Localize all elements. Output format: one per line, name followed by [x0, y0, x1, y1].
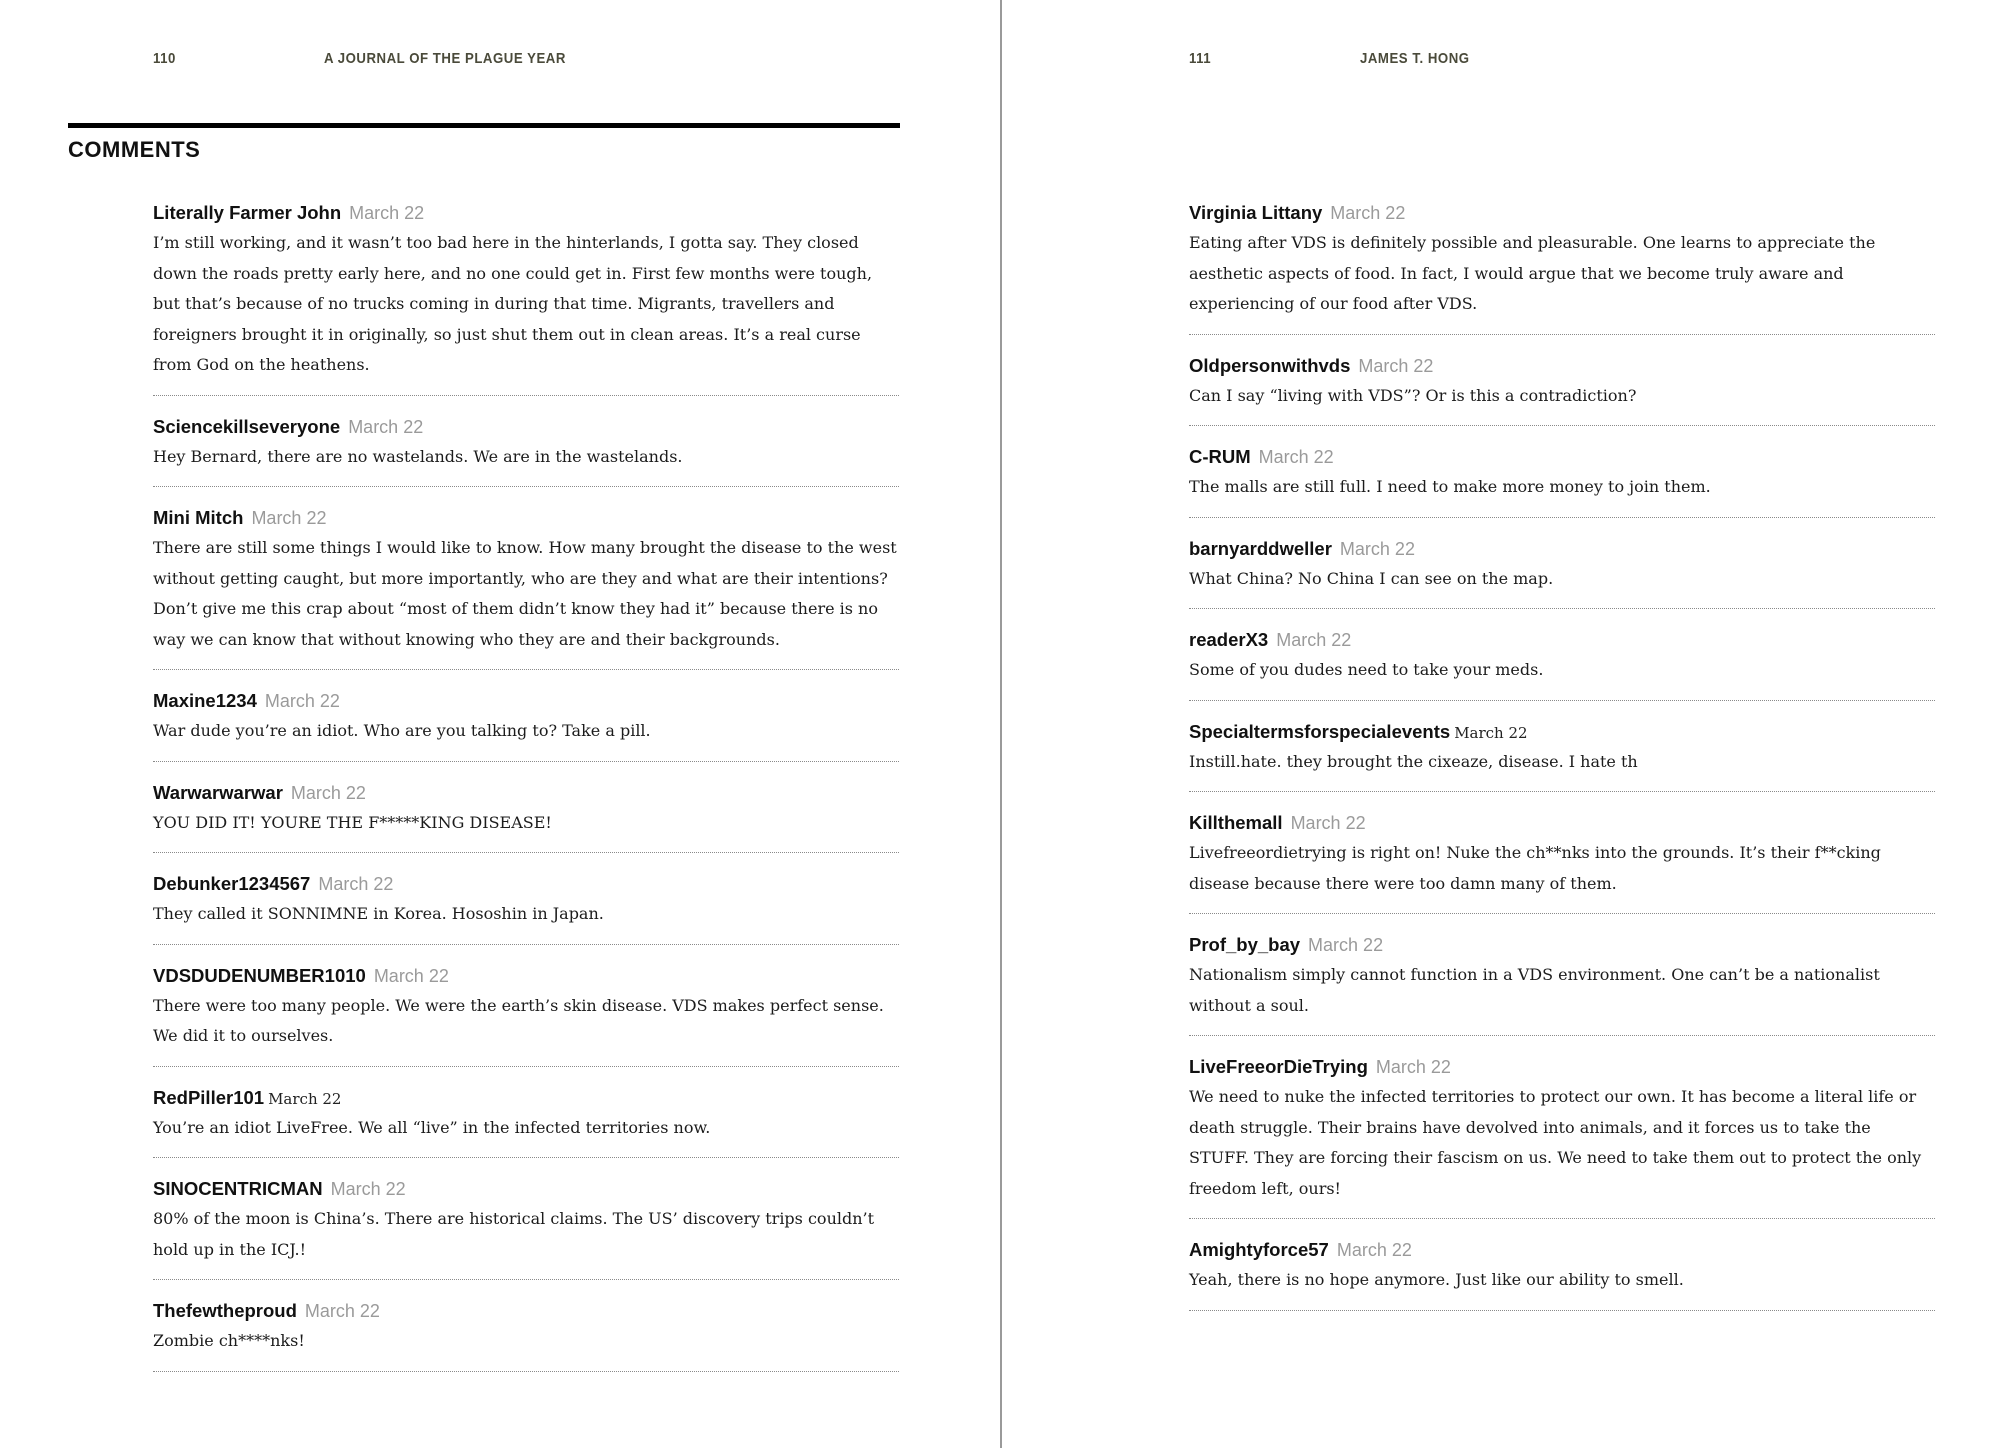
comment-author: Specialtermsforspecialevents [1189, 720, 1451, 742]
page-number: 110 [153, 50, 176, 67]
comment-author: Virginia Littany [1189, 202, 1323, 223]
comment [1189, 353, 1935, 427]
comment-date: March 22 [251, 508, 327, 528]
comment-text: YOU DID IT! YOURE THE F*****KING DISEASE! [153, 812, 552, 832]
running-head-title: A JOURNAL OF THE PLAGUE YEAR [324, 50, 566, 67]
comment [1189, 719, 1935, 793]
comment-author: SINOCENTRICMAN [153, 1178, 323, 1199]
comment-author: RedPiller101 [153, 1086, 265, 1108]
comment-text: The malls are still full. I need to make more money to join them. [1189, 477, 1711, 496]
comment-date: March 22 [1258, 447, 1334, 467]
comment-author: Mini Mitch [153, 507, 244, 528]
comment-date: March 22 [1276, 630, 1352, 650]
comment [1189, 200, 1935, 335]
comment-date: March 22 [1454, 723, 1528, 742]
comment-text: There are still some things I would like to know. How many brought the disease to the west without getting caught, but more importantly, who are they and what are their intentions? Don’t give me this crap about “most of them didn’t know they had it” because there is no way we can know that without knowing who they are and their backgrounds. [153, 538, 897, 649]
comment-author: Debunker1234567 [153, 873, 311, 894]
comment-text: You’re an idiot LiveFree. We all “live” in the infected territories now. [153, 1117, 711, 1137]
comment-date: March 22 [373, 965, 449, 986]
comment-list [1189, 200, 1935, 1329]
comment-author: VDSDUDENUMBER1010 [153, 964, 366, 986]
comment [153, 963, 899, 1067]
comment [1189, 536, 1935, 610]
comment-text: 80% of the moon is China’s. There are historical claims. The US’ discovery trips couldn’t hold up in the ICJ.! [153, 1209, 875, 1259]
comment-text: Livefreeordietrying is right on! Nuke the ch**nks into the grounds. It’s their f**cking disease because there were too damn many of them. [1189, 843, 1881, 893]
comment-text: Can I say “living with VDS”? Or is this a contradiction? [1189, 385, 1637, 405]
comment-date: March 22 [318, 874, 394, 894]
comment-text: They called it SONNIMNE in Korea. Hososhin in Japan. [153, 904, 604, 923]
comment-text: Hey Bernard, there are no wastelands. We are in the wastelands. [153, 446, 683, 466]
comment-date: March 22 [1330, 203, 1406, 223]
comment-author: Thefewtheproud [153, 1300, 297, 1321]
comment-date: March 22 [290, 782, 366, 803]
section-title: COMMENTS [68, 137, 201, 162]
comment-date: March 22 [1339, 538, 1415, 559]
comment-author: Oldpersonwithvds [1189, 354, 1351, 376]
section-rule [68, 123, 900, 128]
comment-text: Eating after VDS is definitely possible and pleasurable. One learns to appreciate the aesthetic aspects of food. In fact, I would argue that we become truly aware and experiencing of our food after VDS. [1189, 233, 1876, 313]
comment-date: March 22 [1375, 1057, 1451, 1077]
comment-text: Zombie ch****nks! [153, 1331, 305, 1350]
comment-text: I’m still working, and it wasn’t too bad here in the hinterlands, I gotta say. They closed down the roads pretty early here, and no one could get in. First few months were tough, but that’s because of no trucks coming in during that time. Migrants, travellers and foreigners brought it in originally, so just shut them out in clean areas. It’s a real curse from God on the heathens. [153, 233, 873, 374]
comment [1189, 627, 1935, 701]
comment-text: We need to nuke the infected territories to protect our own. It has become a literal life or death struggle. Their brains have devolved into animals, and it forces us to take the STUFF. They are forcing their fascism on us. We need to take them out to protect the only freedom left, ours! [1189, 1087, 1922, 1198]
comment-text: Some of you dudes need to take your meds. [1189, 660, 1544, 679]
running-head-author: JAMES T. HONG [1360, 50, 1470, 67]
comment-text: Yeah, there is no hope anymore. Just like our ability to smell. [1189, 1270, 1684, 1289]
comment-date: March 22 [1336, 1240, 1412, 1260]
comment-date: March 22 [349, 203, 425, 223]
comment-author: Killthemall [1189, 812, 1283, 833]
comment-author: LiveFreeorDieTrying [1189, 1056, 1368, 1077]
comment-date: March 22 [348, 416, 424, 437]
comment [153, 414, 899, 488]
comment-text: Nationalism simply cannot function in a VDS environment. One can’t be a nationalist without a soul. [1189, 965, 1880, 1015]
comment-text: There were too many people. We were the earth’s skin disease. VDS makes perfect sense. We did it to ourselves. [153, 995, 884, 1045]
comment-date: March 22 [1290, 813, 1366, 833]
comment [1189, 810, 1935, 914]
comment-date: March 22 [1308, 935, 1384, 955]
comment-text: What China? No China I can see on the map. [1189, 568, 1554, 588]
comment [153, 505, 899, 670]
comment [153, 871, 899, 945]
comment [153, 1085, 899, 1159]
comment-author: Sciencekillseveryone [153, 415, 341, 437]
comment [1189, 444, 1935, 518]
comment-author: Amightyforce57 [1189, 1239, 1329, 1260]
comment-author: Literally Farmer John [153, 202, 342, 223]
comment-text: Instill.hate. they brought the cixeaze, disease. I hate th [1189, 751, 1638, 771]
comment [153, 1298, 899, 1372]
comment-author: Warwarwarwar [153, 781, 283, 803]
comment [153, 780, 899, 854]
comment [1189, 1054, 1935, 1219]
comment-author: readerX3 [1189, 629, 1269, 650]
comment-date: March 22 [330, 1179, 406, 1199]
comment [153, 688, 899, 762]
comment-date: March 22 [304, 1301, 380, 1321]
comment [153, 200, 899, 396]
comment [1189, 1237, 1935, 1311]
page-number: 111 [1189, 50, 1212, 67]
comment-date: March 22 [264, 691, 340, 711]
comment [1189, 932, 1935, 1036]
comment-author: C-RUM [1189, 446, 1251, 467]
comment-text: War dude you’re an idiot. Who are you talking to? Take a pill. [153, 721, 651, 740]
right-page [1002, 0, 2000, 1448]
comment-date: March 22 [268, 1089, 342, 1108]
comment-list [153, 200, 899, 1390]
comment-date: March 22 [1358, 355, 1434, 376]
comment [153, 1176, 899, 1280]
comment-author: Prof_by_bay [1189, 934, 1301, 955]
comment-author: Maxine1234 [153, 690, 257, 711]
comment-author: barnyarddweller [1189, 537, 1332, 559]
